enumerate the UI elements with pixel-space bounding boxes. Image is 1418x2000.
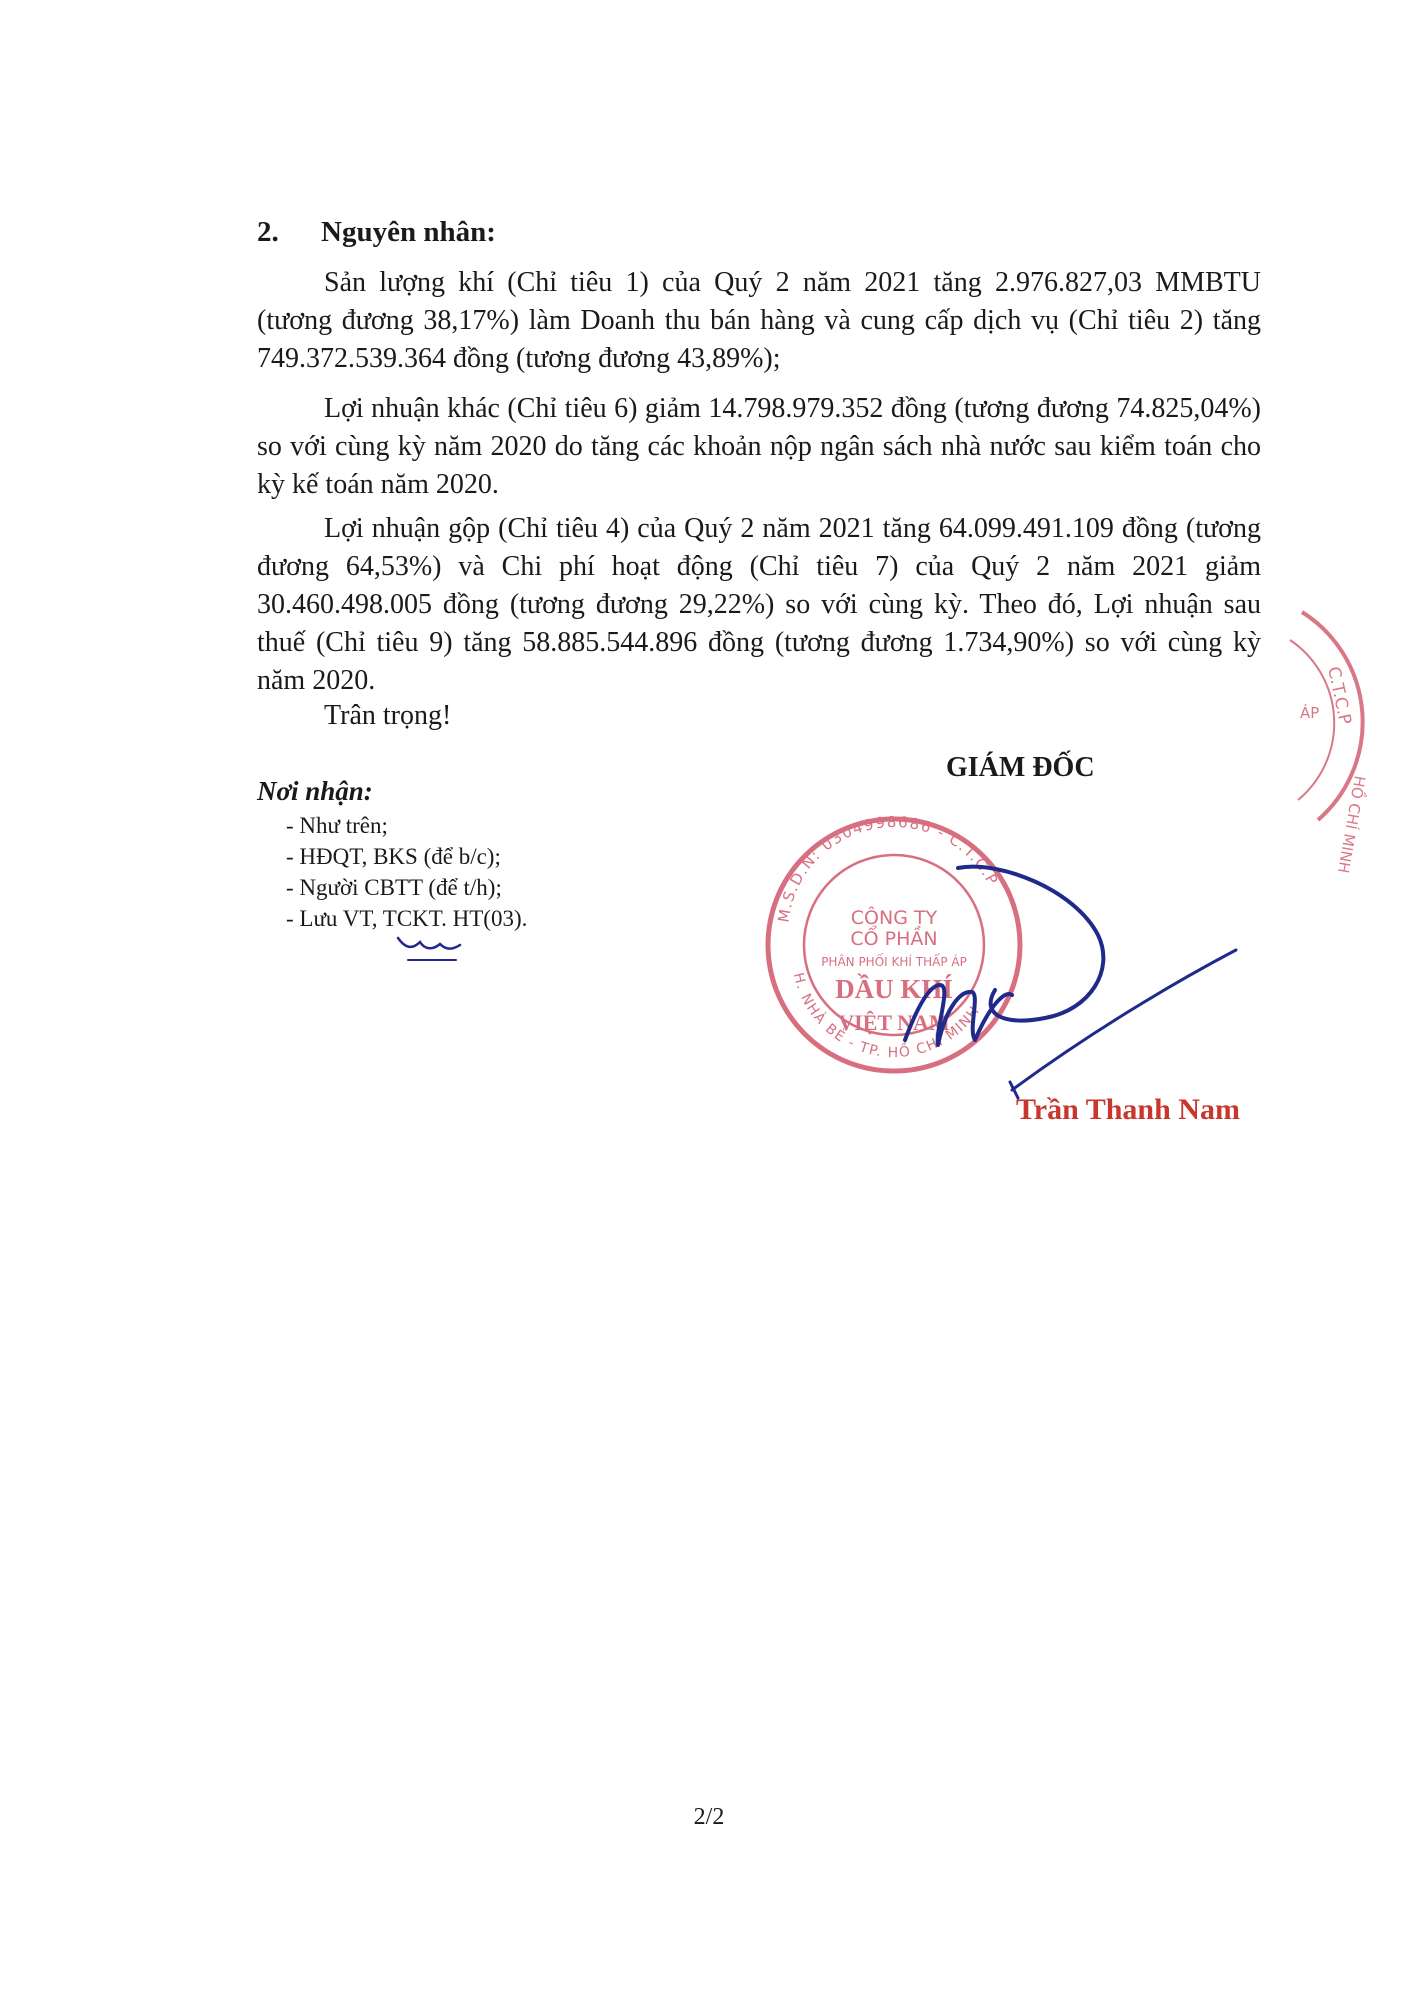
edge-seal-text-1: C.T.C.P	[1323, 664, 1355, 727]
section-number: 2.	[257, 216, 279, 248]
paragraph-gas-volume: Sản lượng khí (Chỉ tiêu 1) của Quý 2 năm 2021 tăng 2.976.827,03 MMBTU (tương đương 38,17%) làm Doanh thu bán hàng và cung cấp dịch vụ (Chỉ tiêu 2) tăng 749.372.539.364 đồng (tương đương 43,89%);	[257, 267, 1261, 374]
director-signature	[905, 867, 1236, 1098]
recipients-title: Nơi nhận:	[257, 776, 373, 806]
closing-phrase: Trân trọng!	[324, 700, 452, 731]
seal-line-4: DẦU KHÍ	[835, 974, 953, 1004]
recipient-item: - Như trên;	[286, 813, 388, 838]
seal-line-1: CÔNG TY	[850, 907, 938, 929]
seal-ring-text: M.S.D.N: 0304998686 - C.T.C.P	[774, 812, 1002, 924]
seal-bottom-ring-text: H. NHÀ BÈ - TP. HỒ CHÍ MINH	[789, 971, 984, 1062]
edge-seal	[1290, 612, 1372, 875]
seal-line-3: PHÂN PHỐI KHÍ THẤP ÁP	[821, 955, 967, 969]
edge-seal-text-3: HỒ CHÍ MINH	[1333, 774, 1369, 875]
edge-seal-text-2: ÁP	[1300, 704, 1320, 722]
section-title: Nguyên nhân:	[321, 216, 496, 248]
page-number: 2/2	[693, 1804, 725, 1830]
recipient-item: - HĐQT, BKS (để b/c);	[286, 844, 501, 869]
seal-line-2: CỔ PHẦN	[850, 928, 938, 950]
signature-title: GIÁM ĐỐC	[946, 752, 1095, 783]
paragraph-other-profit: Lợi nhuận khác (Chỉ tiêu 6) giảm 14.798.979.352 đồng (tương đương 74.825,04%) so với cùng kỳ năm 2020 do tăng các khoản nộp ngân sách nhà nước sau kiểm toán cho kỳ kế toán năm 2020.	[257, 393, 1261, 500]
company-seal	[768, 813, 1020, 1071]
recipient-item: - Người CBTT (để t/h);	[286, 875, 502, 900]
initials-mark	[398, 938, 460, 960]
seal-line-5: VIỆT NAM	[838, 1010, 950, 1035]
paragraph-gross-profit: Lợi nhuận gộp (Chỉ tiêu 4) của Quý 2 năm 2021 tăng 64.099.491.109 đồng (tương đương 64,53%) và Chi phí hoạt động (Chỉ tiêu 7) của Quý 2 năm 2021 giảm 30.460.498.005 đồng (tương đương 29,22%) so với cùng kỳ. Theo đó, Lợi nhuận sau thuế (Chỉ tiêu 9) tăng 58.885.544.896 đồng (tương đương 1.734,90%) so với cùng kỳ năm 2020.	[257, 513, 1261, 696]
signer-name: Trần Thanh Nam	[1016, 1093, 1240, 1126]
recipient-item: - Lưu VT, TCKT. HT(03).	[286, 906, 528, 931]
